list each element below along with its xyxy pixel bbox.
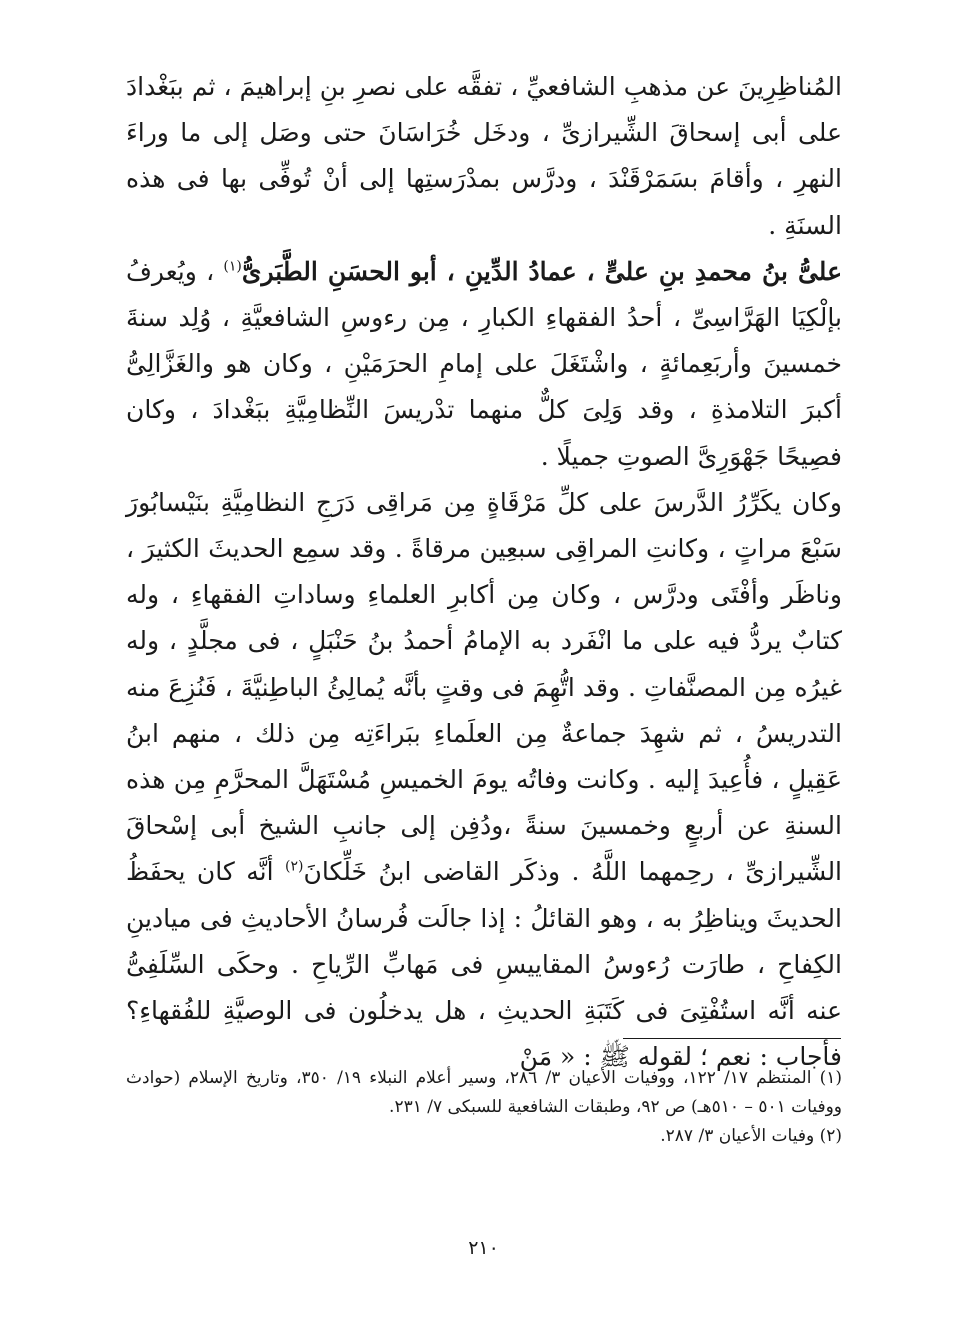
- entry-heading: علىُّ بنُ محمدِ بنِ علىٍّ ، عمادُ الدِّينِ ، أبو الحسَنِ الطَّبَرىُّ: [241, 256, 842, 286]
- footnote-ref-1: (١): [223, 258, 242, 275]
- footnote-2: (٢) وفيات الأعيان ٣/ ٢٨٧.: [660, 1126, 842, 1146]
- footnote-separator: [623, 1038, 841, 1039]
- page-number: ٢١٠: [468, 1237, 499, 1259]
- paragraph-text-part-2: أنَّه كان يحفَظُ الحديثَ ويناظِرُ به ، وهو القائلُ : إذا جالَت فُرسانُ الأحاديثِ فى ميادينِ الكِفاحِ ، طارَت رُءوسُ المقاييسِ فى مَهابِّ الرِّياحِ . وحكَى السِّلَفِىُّ عنه أنَّه استُفْتِىَ فى كَتَبَةِ الحديثِ ، هل يدخلُون فى الوصيَّةِ للفُقهاءِ؟ فأجاب : نعم ؛ لقوله ﷺ : « مَنْ: [126, 857, 842, 1072]
- footnote-1: (١) المنتظم ١٧/ ١٢٢، ووفيات الأعيان ٣/ ٢٨٦، وسير أعلام النبلاء ١٩/ ٣٥٠، وتاريخ الإسلام (حوادث ووفيات ٥٠١ – ٥١٠هـ) ص ٩٢، وطبقات الشافعية للسبكى ٧/ ٢٣١.: [126, 1068, 842, 1117]
- paragraph-continuation: المُناظِرِينَ عن مذهبِ الشافعيِّ ، تفقَّه على نصرِ بنِ إبراهيمَ ، ثم ببَغْدادَ على أبى إسحاقَ الشِّيرازىِّ ، ودخَل خُرَاسَانَ حتى وصَل إلى ما وراءَ النهرِ ، وأقامَ بسَمَرْقَنْدَ ، ودرَّس بمدْرَستِها إلى أنْ تُوفِّى بها فى هذه السنَةِ .: [126, 72, 842, 240]
- main-text: [126, 64, 842, 1080]
- footnote-ref-2: (٢): [285, 859, 304, 876]
- paragraph-biography-entry: [126, 249, 842, 480]
- paragraph-text-part-1: وكان يكَرِّرُ الدَّرسَ على كلِّ مَرْقَاةٍ مِن مَراقِى دَرَجِ النظامِيَّةِ بنَيْسابُورَ سَبْعَ مراتٍ ، وكانتِ المراقِى سبعِين مرقاةً . وقد سمِع الحديثَ الكثيرَ ، وناظَر وأفْتَى ودرَّس ، وكان مِن أكابرِ العلماءِ وساداتِ الفقهاءِ ، وله كتابٌ يردُّ فيه على ما انْفَرد به الإمامُ أحمدُ بنُ حَنْبَلٍ ، فى مجلَّدٍ ، وله غيرُه مِن المصنَّفاتِ . وقد اتُّهِمَ فى وقتٍ بأنَّه يُمالِئُ الباطِنيَّةَ ، فَنُزِعَ منه التدريسُ ، ثم شهِدَ جماعةٌ مِن العلَماءِ ببَراءَتِه مِن ذلك ، منهم ابنُ عَقِيلٍ ، فأُعِيدَ إليه . وكانت وفاتُه يومَ الخميسِ مُسْتَهَلَّ المحرَّمِ مِن هذه السنةِ عن أربعٍ وخمسينَ سنةً ،ودُفِن إلى جانبِ الشيخ أبى إسْحاقَ الشِّيرازىِّ ، رحِمهما اللَّهُ . وذكَر القاضى ابنُ خَلِّكانَ: [126, 487, 843, 887]
- paragraph-biography-continued: [126, 480, 842, 1081]
- footnotes: [126, 1064, 842, 1151]
- entry-text: ، ويُعرفُ بإلْكِيَا الهَرَّاسِىِّ ، أحدُ الفقهاءِ الكبارِ ، مِن رءوسِ الشافعيَّةِ ، وُلِد سنةَ خمسينَ وأربَعِمائةٍ ، واشْتَغَلَ على إمامِ الحرَمَيْنِ ، وكان هو والغَزَّالِىُّ أكبرَ التلامذةِ ، وقد وَلِىَ كلٌّ منهما تدْريسَ النِّظامِيَّةِ ببَغْدادَ ، وكان فصِيحًا جَهْوَرِىَّ الصوتِ جميلًا .: [126, 256, 842, 471]
